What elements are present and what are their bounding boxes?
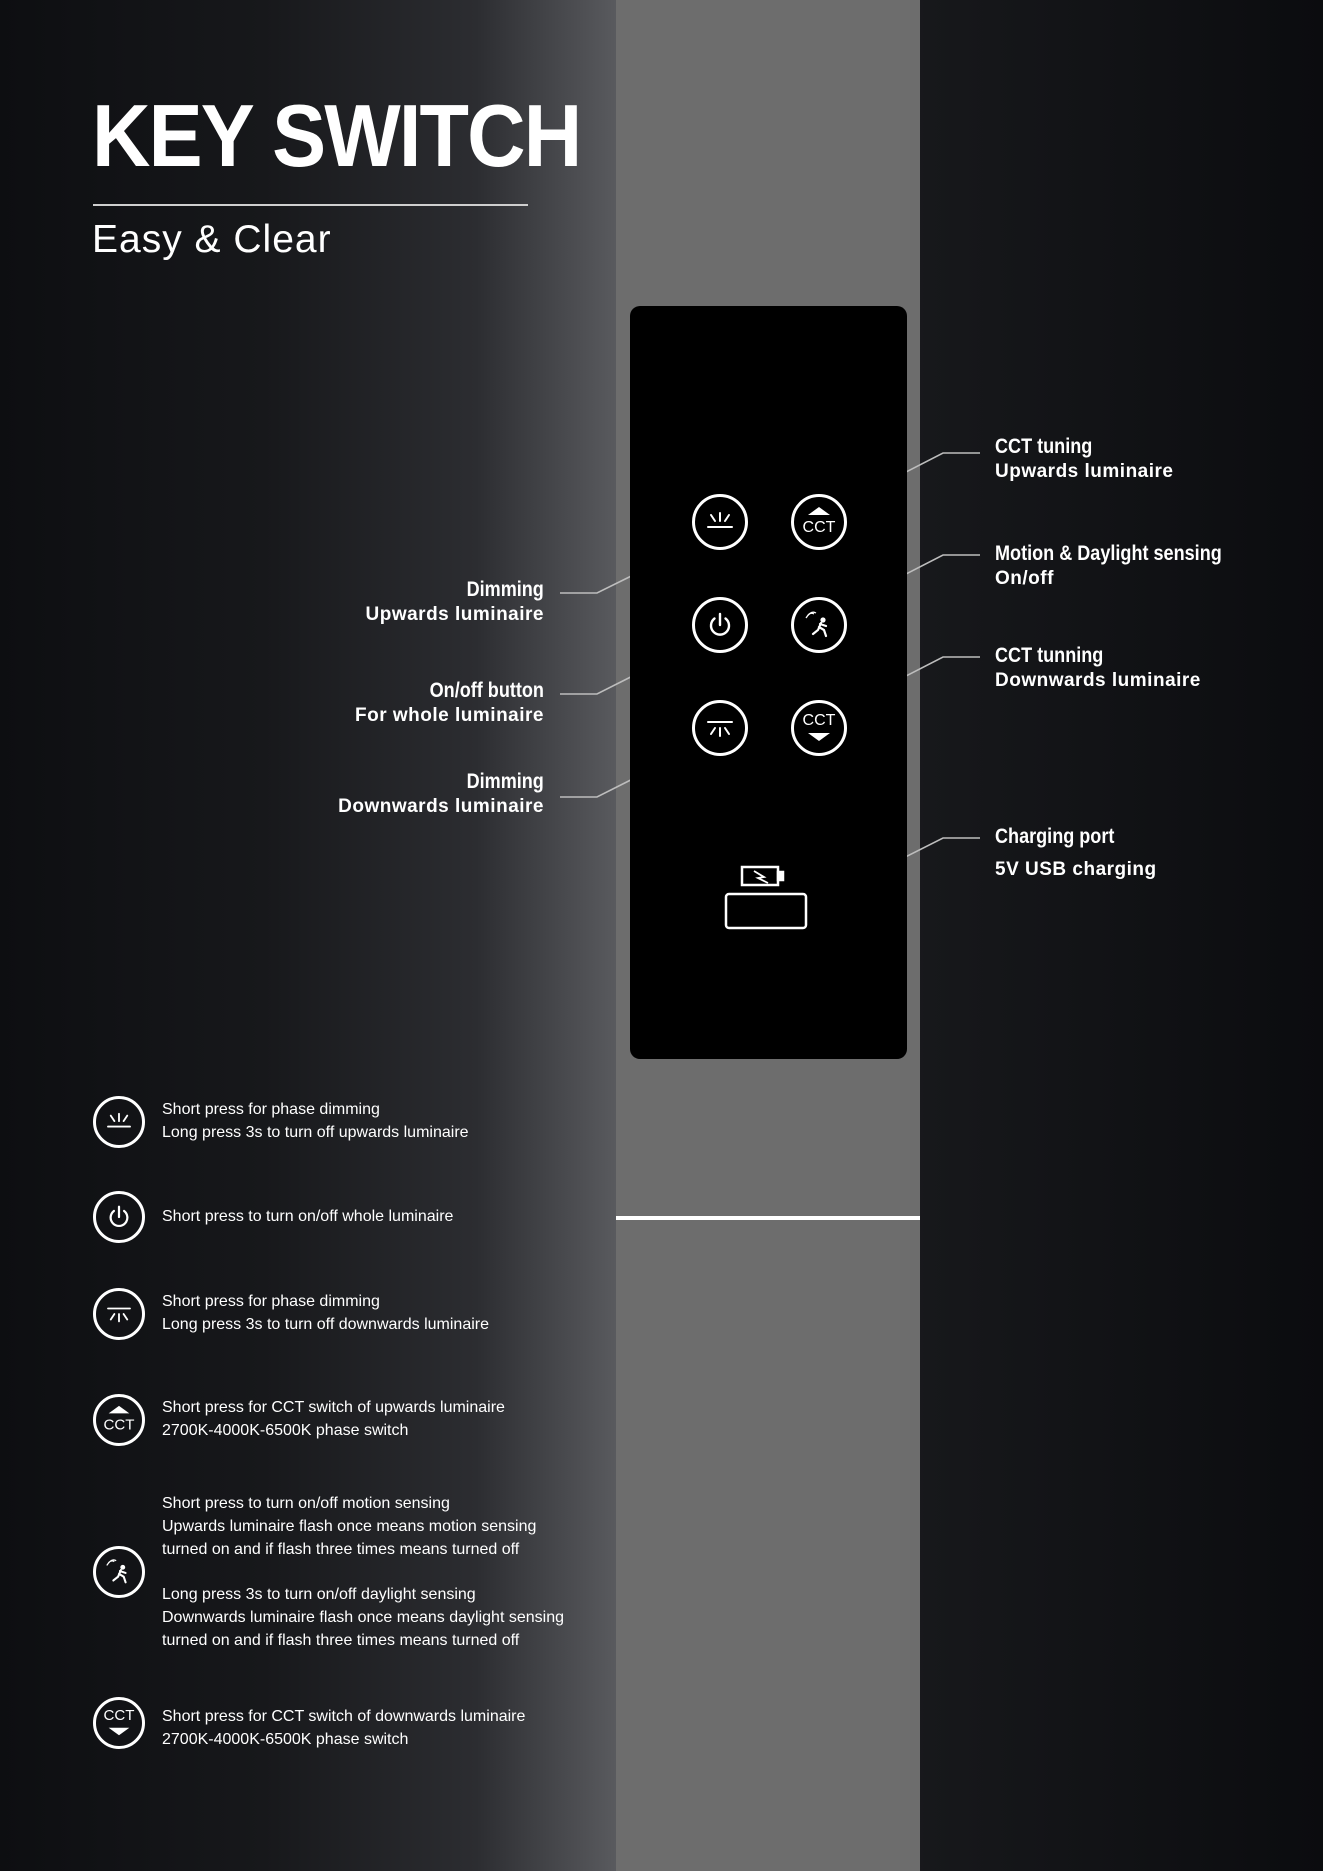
legend-line: Short press to turn on/off whole luminaire (162, 1208, 454, 1225)
dim-down-button[interactable] (692, 700, 748, 756)
legend-item (162, 1205, 453, 1228)
callout-dim-down: Dimming Downwards luminaire (338, 770, 544, 817)
cct-up-icon (799, 505, 839, 539)
legend-line: 2700K-4000K-6500K phase switch (162, 1422, 409, 1439)
legend-line: Long press 3s to turn off downwards luminaire (162, 1316, 489, 1333)
legend-line: Short press for phase dimming (162, 1293, 380, 1310)
key-switch-panel (630, 306, 907, 1059)
cct-down-icon (100, 1707, 138, 1739)
cct-up-icon (100, 1404, 138, 1436)
legend-line: Long press 3s to turn on/off daylight sensing (162, 1586, 476, 1603)
callout-dim-up: Dimming Upwards luminaire (365, 578, 544, 625)
legend-line: Short press for CCT switch of downwards luminaire (162, 1708, 526, 1725)
legend-line: Short press for phase dimming (162, 1101, 380, 1118)
title-divider (93, 204, 528, 206)
callout-cct-down: CCT tunning Downwards luminaire (995, 644, 1201, 691)
usb-charging-icon[interactable] (724, 862, 814, 934)
legend-item (162, 1396, 505, 1442)
callout-cct-up: CCT tuning Upwards luminaire (995, 435, 1174, 482)
legend-icon (93, 1697, 145, 1749)
legend-icon (93, 1096, 145, 1148)
svg-text:CCT: CCT (802, 712, 836, 729)
legend-icon (93, 1546, 145, 1598)
legend-line: turned on and if flash three times means turned off (162, 1632, 520, 1649)
legend-item (162, 1705, 525, 1751)
power-button[interactable] (692, 597, 748, 653)
legend-item (162, 1098, 469, 1144)
legend-line: 2700K-4000K-6500K phase switch (162, 1731, 409, 1748)
svg-text:CCT: CCT (103, 1707, 135, 1725)
legend-line: Short press to turn on/off motion sensing (162, 1495, 450, 1512)
power-icon (106, 1204, 132, 1230)
legend-icon (93, 1191, 145, 1243)
legend-line: turned on and if flash three times means turned off (162, 1541, 520, 1558)
legend-line: Downwards luminaire flash once means daylight sensing (162, 1609, 564, 1626)
dim-up-icon (105, 1111, 133, 1133)
cct-down-button[interactable] (791, 700, 847, 756)
callout-onoff: On/off button For whole luminaire (355, 679, 544, 726)
legend-line (162, 1561, 564, 1583)
legend-line: Upwards luminaire flash once means motion sensing (162, 1518, 537, 1535)
cct-down-icon (799, 711, 839, 745)
legend-icon (93, 1394, 145, 1446)
motion-sensor-icon (802, 608, 836, 642)
dim-up-icon (705, 510, 735, 534)
dim-down-icon (105, 1303, 133, 1325)
callout-motion: Motion & Daylight sensing On/off (995, 542, 1222, 589)
legend-item (162, 1492, 564, 1652)
dim-up-button[interactable] (692, 494, 748, 550)
cct-up-button[interactable] (791, 494, 847, 550)
svg-text:CCT: CCT (103, 1416, 135, 1434)
luminaire-light-strip (616, 1216, 920, 1220)
legend-line: Long press 3s to turn off upwards luminaire (162, 1124, 469, 1141)
callout-charging: Charging port 5V USB charging (995, 825, 1157, 880)
dim-down-icon (705, 716, 735, 740)
legend-icon (93, 1288, 145, 1340)
svg-text:CCT: CCT (802, 519, 836, 536)
motion-sensor-button[interactable] (791, 597, 847, 653)
page-title: KEY SWITCH (92, 86, 581, 185)
motion-sensor-icon (103, 1556, 135, 1588)
page-subtitle: Easy & Clear (92, 218, 332, 261)
legend-line: Short press for CCT switch of upwards luminaire (162, 1399, 505, 1416)
power-icon (706, 611, 734, 639)
legend-item (162, 1290, 489, 1336)
